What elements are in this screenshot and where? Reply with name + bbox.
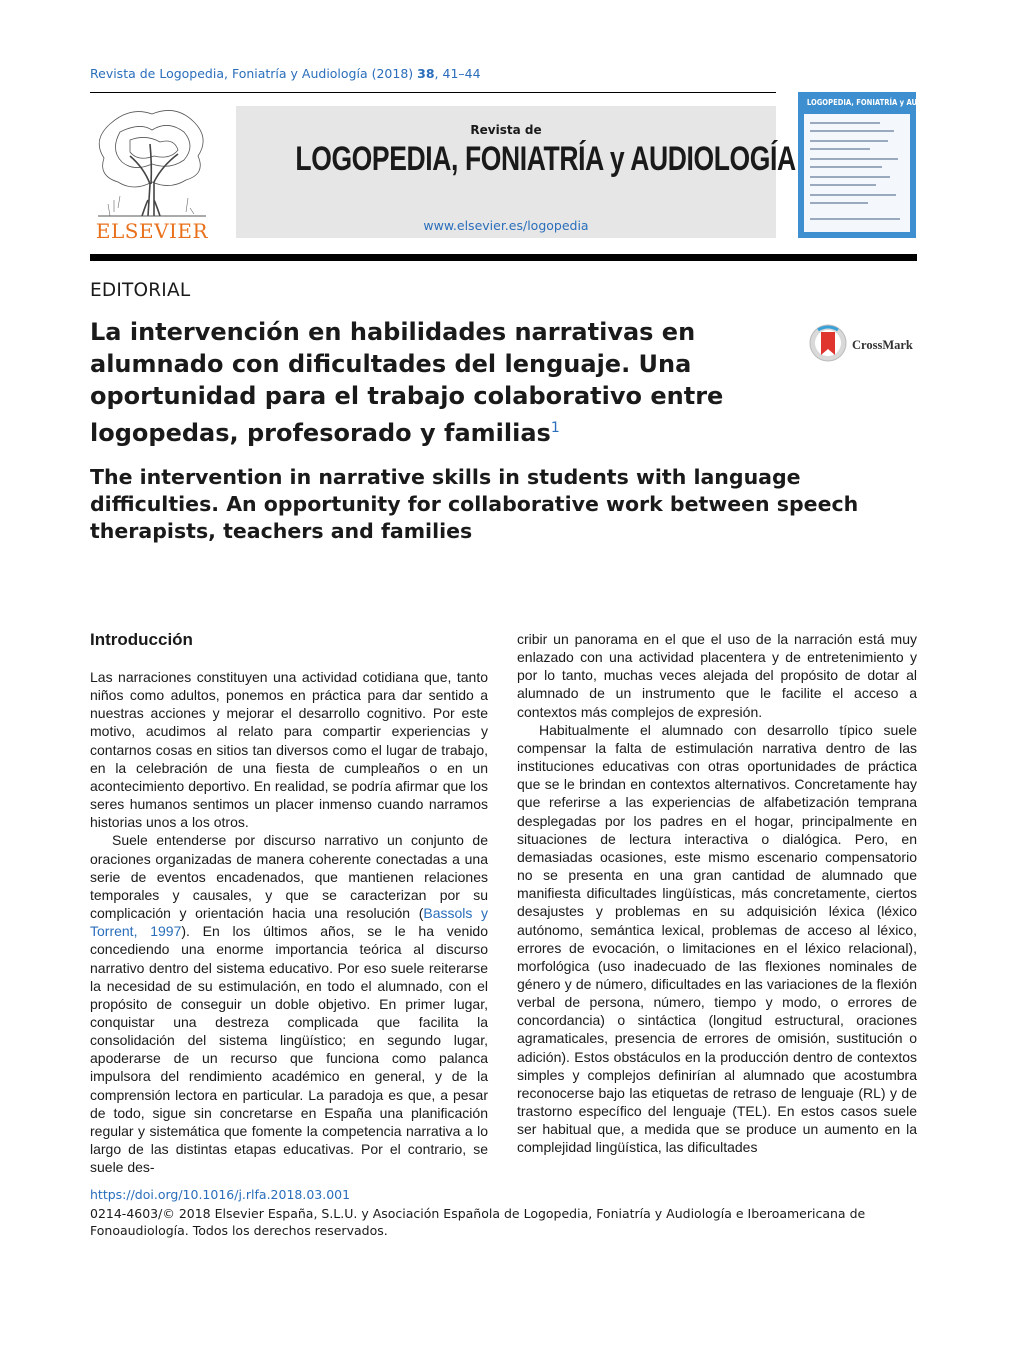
citation-pages: , 41–44	[434, 66, 481, 81]
elsevier-wordmark: ELSEVIER	[95, 219, 209, 243]
journal-prefix: Revista de	[470, 123, 542, 137]
citation-volume: 38	[417, 66, 435, 81]
header-thick-rule	[90, 254, 917, 261]
paragraph: Habitualmente el alumnado con desarrollo típico suele compensar la falta de estimulación narrativa dentro de las instituciones educativas con otras oportunidades de práctica que se le brindan en contextos alternativos. Concretamente hay que referirse a las experiencias de alfabetización temprana desplegadas por los padres en el hogar, principalmente en situaciones de lectura interactiva o dialógica. Pero, en demasiadas ocasiones, este mismo escenario compensatorio no se presenta en una gran cantidad de alumnado que manifiesta dificultades lingüísticas, más concretamente, ciertos desajustes y problemas en su adquisición léxica (léxico autónomo, semántica lexical, problemas de acceso al léxico, errores de evocación, o limitaciones en el léxico relacional), morfológica (uso inadecuado de las flexiones nominales de género y de número, dificultades en las variaciones de la flexión verbal de persona, número, tiempo y modo, o errores de concordancia) o sintáctica (longitud estructural, oraciones agramaticales, presencia de errores de omisión, sustitución o adición). Estos obstáculos en la producción dentro de contextos simples y complejos definirían al alumnado que acostumbra reconocerse bajo las etiquetas de retraso de lenguaje (RL) y de trastorno específico del lenguaje (TEL). En estos casos suele ser habitual que, a medida que se produce un aumento en la complejidad lingüística, las dificultades	[517, 721, 917, 1156]
paragraph-text: ). En los últimos años, se le ha venido concediendo una enorme importancia teórica al discurso narrativo dentro del sistema educativo. Por eso suele reiterarse la necesidad de su estimulación, en todo el alumnado, con el propósito de conseguir un doble objetivo. En primer lugar, conquistar una destreza complicada que facilita la consolidación del sistema lingüístico; en segundo lugar, apoderarse de un recurso que funciona como palanca impulsora del rendimiento académico en general, y de la comprensión lectora en particular. La paradoja es que, a pesar de todo, sigue sin concretarse en España una planificación regular y sistemática que fomente la competencia narrativa a lo largo de las distintas etapas educativas. Por el contrario, se suele des-	[90, 923, 488, 1176]
title-es-text: La intervención en habilidades narrativas en alumnado con dificultades del lenguaje. Una oportunidad para el trabajo colaborativo entre logopedas, profesorado y familias	[90, 318, 724, 447]
cover-title: LOGOPEDIA, FONIATRÍA y AUDIOLOGÍA	[806, 98, 955, 107]
header-divider	[90, 92, 776, 93]
section-heading-introduccion: Introducción	[90, 630, 193, 649]
paragraph: Las narraciones constituyen una actividad cotidiana que, tanto niños como adultos, ponemos en práctica para dar sentido a nuestras acciones y mejorar el desarrollo cognitivo. Por este motivo, acudimos al relato para compartir experiencias y contarnos cosas en sitios tan diversos como el lugar de trabajo, en la celebración de una fiesta de cumpleaños o en un acontecimiento deportivo. En realidad, se podría afirmar que los seres humanos sentimos un placer inmenso cuando narramos historias unos a los otros.	[90, 669, 488, 831]
article-title-spanish	[90, 316, 790, 449]
copyright-notice: 0214-4603/© 2018 Elsevier España, S.L.U. y Asociación Española de Logopedia, Foniatría y Audiología e Iberoamericana de Fonoaudiología. Todos los derechos reservados.	[90, 1206, 866, 1238]
article-type-label: EDITORIAL	[90, 280, 191, 301]
title-footnote-link[interactable]: 1	[550, 420, 560, 436]
reference-link-bassols-torrent[interactable]: Bassols y Torrent, 1997	[90, 905, 488, 940]
paragraph	[90, 831, 488, 1176]
journal-citation[interactable]	[90, 66, 481, 81]
cover-contents	[804, 114, 910, 232]
journal-cover-thumbnail[interactable]	[798, 92, 955, 238]
doi-link[interactable]: https://doi.org/10.1016/j.rlfa.2018.03.001	[90, 1187, 351, 1202]
paragraph-text: Suele entenderse por discurso narrativo un conjunto de oraciones organizadas de manera coherente conectadas a una serie de eventos encadenados, que mantienen relaciones temporales y causales, y que se caracterizan por su complicación y orientación hacia una resolución (	[90, 832, 488, 922]
journal-name: LOGOPEDIA, FONIATRÍA y AUDIOLOGÍA	[295, 140, 796, 178]
body-column-left	[90, 668, 488, 1176]
article-title-english: The intervention in narrative skills in students with language difficulties. An opportunity for collaborative work between speech therapists, teachers and families	[90, 465, 859, 543]
paragraph: cribir un panorama en el que el uso de la narración está muy enlazado con una actividad placentera y de entretenimiento y por lo tanto, muchas veces alejada del propósito de dotar al alumnado de un instrumento que le facilite el acceso a contextos más complejos de expresión.	[517, 631, 917, 720]
journal-url-link[interactable]: www.elsevier.es/logopedia	[423, 218, 589, 233]
crossmark-label[interactable]: CrossMark	[852, 338, 913, 352]
citation-journal: Revista de Logopedia, Foniatría y Audiología (2018)	[90, 66, 418, 81]
body-column-right	[517, 630, 917, 1157]
